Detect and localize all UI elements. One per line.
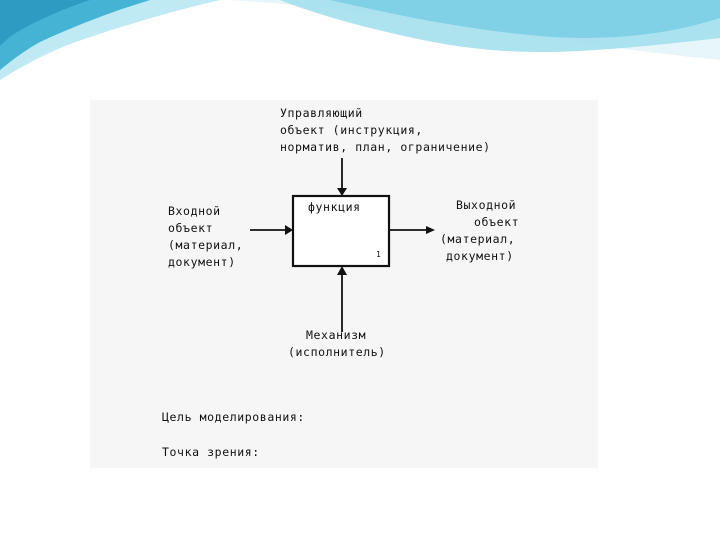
output-label-line2: объект — [474, 215, 520, 229]
function-box-number: 1 — [376, 250, 382, 259]
input-label-line1: Входной — [168, 204, 221, 218]
mechanism-label-line2: (исполнитель) — [288, 345, 386, 359]
input-label-line3: (материал, — [168, 238, 244, 252]
output-label-line1: Выходной — [456, 198, 517, 212]
idef0-diagram-panel — [90, 100, 598, 468]
mechanism-label-line1: Механизм — [306, 328, 367, 342]
control-label-line2: объект (инструкция, — [280, 123, 423, 137]
function-label: функция — [308, 200, 361, 214]
input-label-line4: документ) — [168, 255, 236, 269]
header-banner — [0, 0, 720, 90]
output-label-line3: (материал, — [440, 232, 516, 246]
control-label-line1: Управляющий — [280, 106, 363, 120]
viewpoint-label: Точка зрения: — [162, 445, 260, 459]
output-label-line4: документ) — [446, 249, 514, 263]
mechanism-arrowhead — [337, 266, 347, 275]
input-arrowhead — [285, 225, 293, 235]
output-arrowhead — [426, 226, 435, 234]
input-label-line2: объект — [168, 221, 214, 235]
control-label-line3: норматив, план, ограничение) — [280, 140, 491, 154]
control-arrowhead — [337, 188, 347, 196]
modeling-goal-label: Цель моделирования: — [162, 410, 305, 424]
